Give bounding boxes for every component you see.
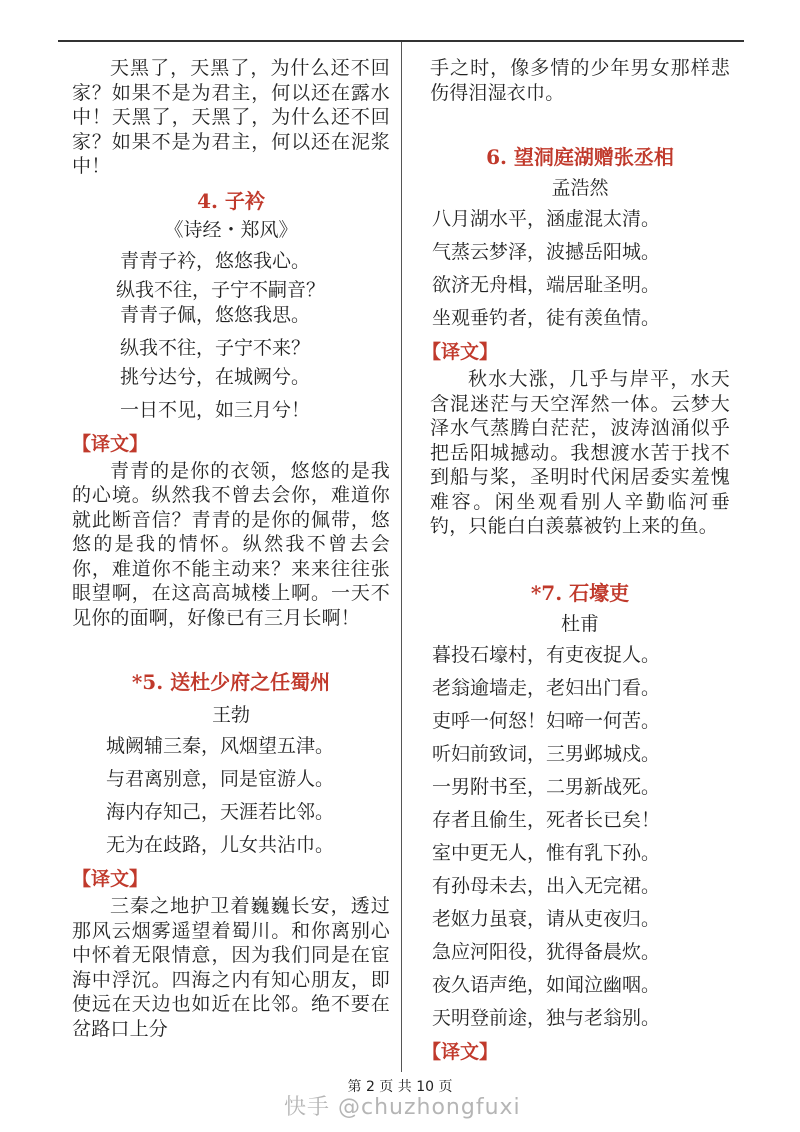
verse: 纵我不往，子宁不来？ — [120, 336, 311, 359]
verse: 坐观垂钓者，徒有羡鱼情。 — [432, 307, 661, 329]
poem4-yiwen-label: 【译文】 — [72, 432, 149, 455]
poem7-verses — [430, 639, 730, 1035]
right-column — [422, 52, 730, 1067]
verse: 天明登前途，独与老翁别。 — [432, 1006, 661, 1029]
verse: 听妇前致词，三男邺城戍。 — [432, 742, 661, 765]
poem6-title: 6. 望洞庭湖赠张丞相 — [486, 145, 674, 169]
verse: 挑兮达兮，在城阙兮。 — [120, 365, 311, 388]
page-number: 第 2 页 共 10 页 — [347, 1079, 453, 1095]
verse: 海内存知己，天涯若比邻。 — [106, 801, 335, 823]
poem4-translation: 青青的是你的衣领，悠悠的是我的心境。纵然我不曾去会你，难道你就此断音信？青青的是你的佩带，悠悠的是我的情怀。纵然我不曾去会你，难道你不能主动来？来来往往张眼望啊，在这高高城楼上啊。一天不见你的面啊，好像已有三月长啊！ — [72, 459, 390, 629]
poem7-author: 杜甫 — [560, 612, 599, 635]
poem4-title: 4. 子衿 — [197, 188, 265, 213]
verse: 存者且偷生，死者长已矣！ — [432, 808, 661, 831]
intro-translation: 天黑了，天黑了，为什么还不回家？如果不是为君主，何以还在露水中！天黑了，天黑了，为什么还不回家？如果不是为君主，何以还在泥浆中！ — [72, 57, 390, 177]
verse: 暮投石壕村，有吏夜捉人。 — [432, 643, 661, 666]
verse: 八月湖水平，涵虚混太清。 — [432, 208, 661, 230]
verse: 气蒸云梦泽，波撼岳阳城。 — [432, 241, 661, 263]
verse: 急应河阳役，犹得备晨炊。 — [432, 940, 661, 963]
poem4-source: 《诗经・郑风》 — [164, 218, 298, 241]
poem6-verses — [430, 203, 730, 335]
verse: 夜久语声绝，如闻泣幽咽。 — [432, 973, 661, 996]
verse: 纵我不往，子宁不嗣音？ — [116, 278, 326, 301]
verse: 无为在歧路，儿女共沾巾。 — [106, 834, 335, 856]
watermark: 快手 @chuzhongfuxi — [284, 1095, 521, 1120]
verse: 青青子佩，悠悠我思。 — [120, 303, 311, 326]
verse: 一日不见，如三月兮！ — [120, 398, 311, 421]
poem7-yiwen-label: 【译文】 — [422, 1040, 499, 1063]
poem6-yiwen-label: 【译文】 — [422, 341, 499, 363]
poem5-yiwen-label: 【译文】 — [72, 868, 149, 890]
poem7-title: *7. 石壕吏 — [530, 580, 630, 605]
poem4-verses — [72, 245, 390, 427]
verse: 青青子衿，悠悠我心。 — [120, 249, 311, 272]
poem5-title: *5. 送杜少府之任蜀州 — [131, 670, 331, 694]
verse: 有孙母未去，出入无完裙。 — [432, 874, 661, 897]
verse: 城阙辅三秦，风烟望五津。 — [106, 735, 335, 757]
poem6-translation: 秋水大涨，几乎与岸平，水天含混迷茫与天空浑然一体。云梦大泽水气蒸腾白茫茫，波涛汹涌似乎把岳阳城撼动。我想渡水苦于找不到船与桨，圣明时代闲居委实羞愧难容。闲坐观看别人辛勤临河垂钓，只能白白羡慕被钓上来的鱼。 — [430, 368, 730, 537]
verse: 室中更无人，惟有乳下孙。 — [432, 841, 661, 864]
column-divider — [401, 42, 402, 1072]
poem6-author: 孟浩然 — [551, 177, 609, 199]
verse: 吏呼一何怒！妇啼一何苦。 — [432, 709, 661, 732]
poem5-translation: 三秦之地护卫着巍巍长安，透过那风云烟雾遥望着蜀川。和你离别心中怀着无限情意，因为我们同是在宦海中浮沉。四海之内有知心朋友，即使远在天边也如近在比邻。绝不要在岔路口上分 — [72, 895, 390, 1040]
verse: 欲济无舟楫，端居耻圣明。 — [432, 274, 661, 296]
poem5-author: 王勃 — [211, 704, 250, 726]
verse: 老妪力虽衰，请从吏夜归。 — [432, 907, 661, 930]
verse: 与君离别意，同是宦游人。 — [106, 768, 335, 790]
left-column — [72, 52, 390, 1041]
poem5-verses — [72, 730, 390, 862]
verse: 老翁逾墙走，老妇出门看。 — [432, 676, 661, 699]
poem5-translation-continued: 手之时，像多情的少年男女那样悲伤得泪湿衣巾。 — [430, 57, 730, 104]
verse: 一男附书至，二男新战死。 — [432, 775, 661, 798]
